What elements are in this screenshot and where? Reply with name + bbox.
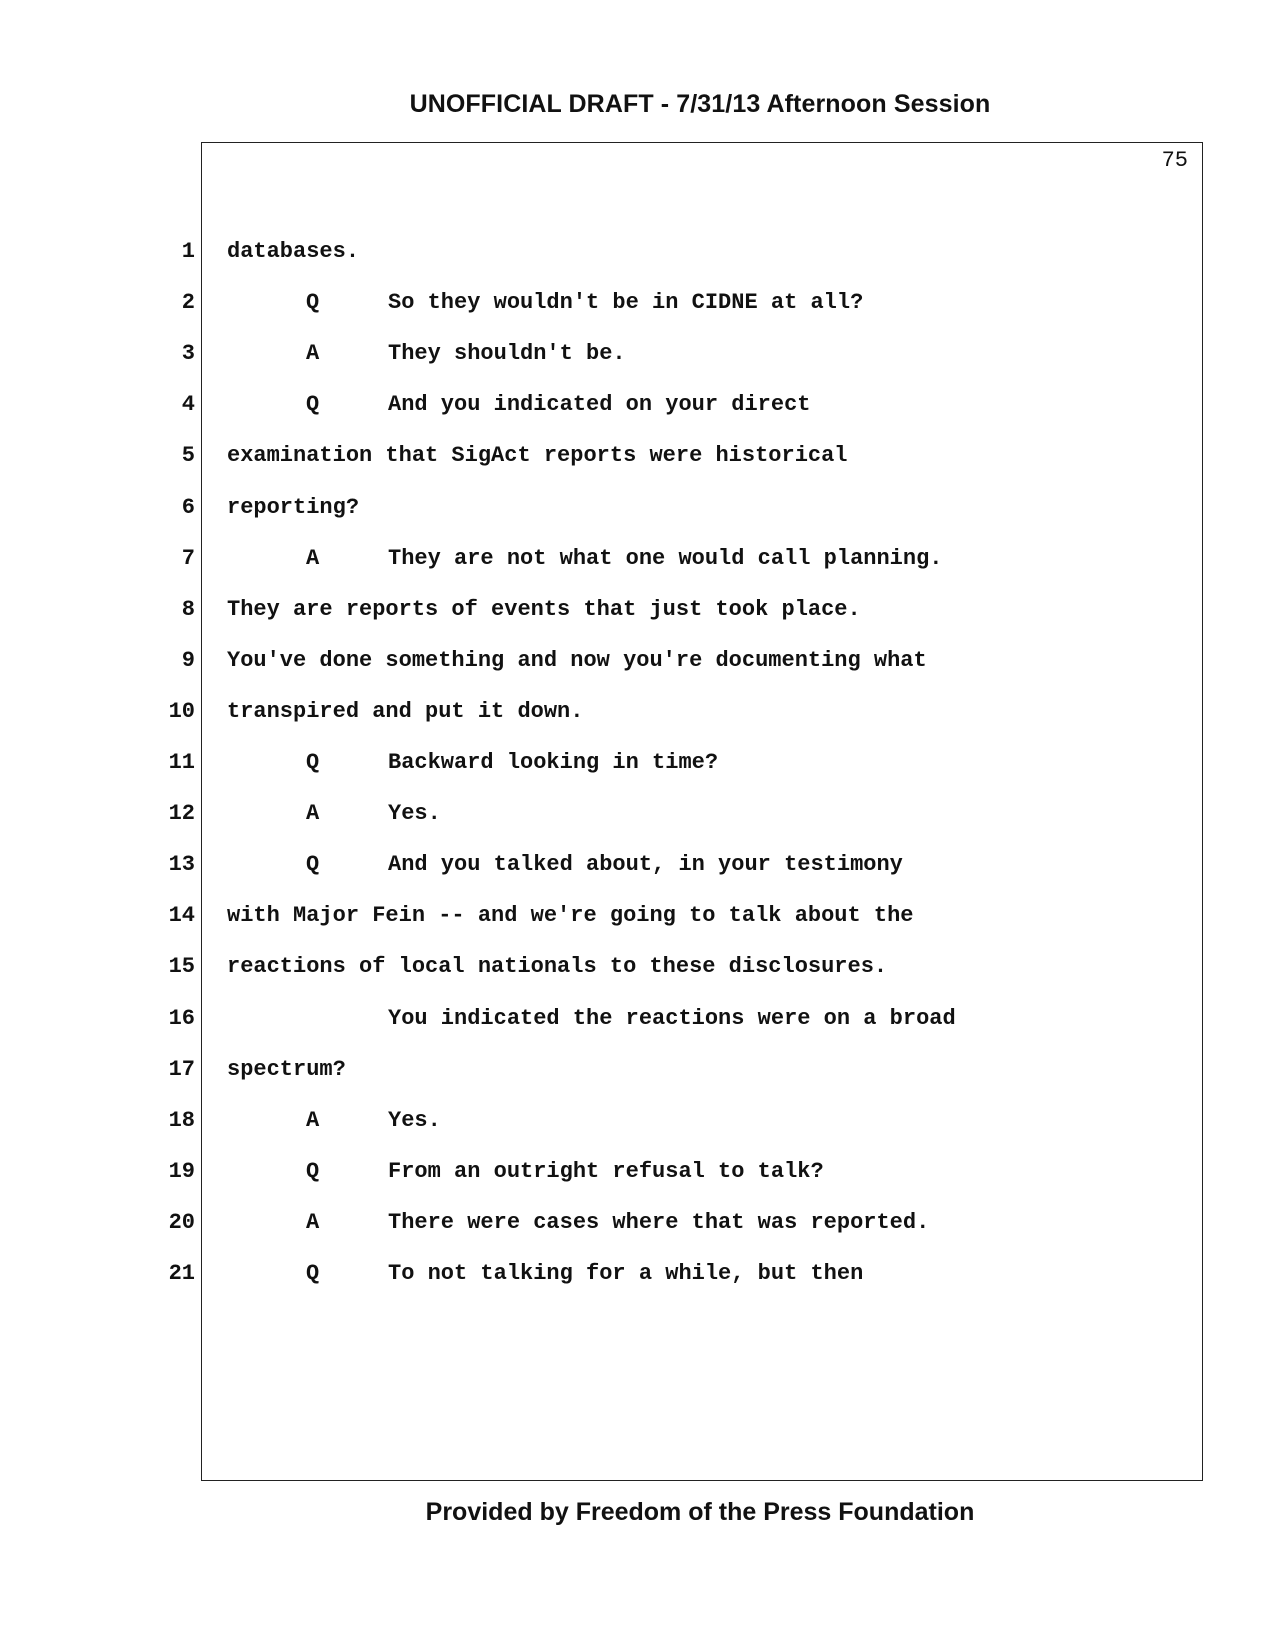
line-number: 5 bbox=[181, 443, 195, 469]
page-header-title: UNOFFICIAL DRAFT - 7/31/13 Afternoon Session bbox=[409, 90, 991, 118]
transcript-line bbox=[0, 1106, 1275, 1136]
line-number: 15 bbox=[168, 954, 195, 980]
transcript-line bbox=[0, 646, 1275, 676]
line-number: 11 bbox=[168, 750, 195, 775]
line-number: 19 bbox=[168, 1158, 195, 1184]
line-text: Yes. bbox=[388, 1107, 441, 1133]
qa-marker: Q bbox=[306, 392, 320, 418]
transcript-line bbox=[0, 799, 1275, 829]
line-text: So they wouldn't be in CIDNE at all? bbox=[388, 290, 864, 316]
line-text: You indicated the reactions were on a broad bbox=[388, 1005, 956, 1031]
line-text: And you indicated on your direct bbox=[388, 392, 811, 418]
line-text: with Major Fein -- and we're going to talk about the bbox=[227, 903, 914, 929]
transcript-line bbox=[0, 1259, 1275, 1289]
qa-marker: Q bbox=[306, 1158, 320, 1184]
transcript-line bbox=[0, 748, 1275, 778]
line-text: They shouldn't be. bbox=[388, 341, 626, 367]
transcript-line bbox=[0, 441, 1275, 471]
line-text: They are not what one would call planning. bbox=[388, 545, 943, 571]
transcript-line bbox=[0, 1055, 1275, 1085]
line-text: Backward looking in time? bbox=[388, 750, 719, 775]
qa-marker: A bbox=[306, 545, 320, 571]
line-text: From an outright refusal to talk? bbox=[388, 1158, 824, 1184]
transcript-line bbox=[0, 493, 1275, 523]
line-number: 1 bbox=[181, 239, 195, 264]
transcript-line bbox=[0, 595, 1275, 625]
line-number: 18 bbox=[168, 1107, 195, 1133]
transcript-line bbox=[0, 1208, 1275, 1238]
line-number: 17 bbox=[168, 1056, 195, 1082]
transcript-line bbox=[0, 288, 1275, 318]
qa-marker: A bbox=[306, 341, 320, 367]
line-text: You've done something and now you're documenting what bbox=[227, 647, 927, 673]
transcript-line bbox=[0, 850, 1275, 880]
transcript-line bbox=[0, 544, 1275, 574]
line-text: They are reports of events that just took place. bbox=[227, 596, 861, 622]
qa-marker: A bbox=[306, 1107, 320, 1133]
transcript-line bbox=[0, 390, 1275, 420]
line-text: Yes. bbox=[388, 801, 441, 827]
line-text: reactions of local nationals to these disclosures. bbox=[227, 954, 888, 980]
qa-marker: A bbox=[306, 1209, 320, 1235]
line-number: 9 bbox=[181, 647, 195, 673]
transcript-line bbox=[0, 237, 1275, 267]
line-text: spectrum? bbox=[227, 1056, 346, 1082]
line-text: There were cases where that was reported. bbox=[388, 1209, 930, 1235]
transcript-line bbox=[0, 952, 1275, 982]
line-number: 7 bbox=[181, 545, 195, 571]
line-number: 13 bbox=[168, 852, 195, 878]
qa-marker: Q bbox=[306, 1261, 320, 1286]
qa-marker: Q bbox=[306, 750, 320, 775]
page-footer-title: Provided by Freedom of the Press Foundation bbox=[425, 1498, 975, 1526]
transcript-line bbox=[0, 339, 1275, 369]
line-number: 14 bbox=[168, 903, 195, 929]
page-number: 75 bbox=[1161, 148, 1188, 173]
line-text: examination that SigAct reports were historical bbox=[227, 443, 848, 469]
line-number: 8 bbox=[181, 596, 195, 622]
line-number: 20 bbox=[168, 1209, 195, 1235]
line-text: transpired and put it down. bbox=[227, 698, 584, 724]
line-text: To not talking for a while, but then bbox=[388, 1261, 864, 1286]
qa-marker: Q bbox=[306, 852, 320, 878]
transcript-line bbox=[0, 1004, 1275, 1034]
line-number: 3 bbox=[181, 341, 195, 367]
transcript-line bbox=[0, 1157, 1275, 1187]
line-number: 21 bbox=[168, 1261, 195, 1286]
line-number: 4 bbox=[181, 392, 195, 418]
line-number: 12 bbox=[168, 801, 195, 827]
line-number: 2 bbox=[181, 290, 195, 316]
line-number: 16 bbox=[168, 1005, 195, 1031]
line-number: 10 bbox=[168, 698, 195, 724]
line-text: And you talked about, in your testimony bbox=[388, 852, 903, 878]
qa-marker: A bbox=[306, 801, 320, 827]
line-number: 6 bbox=[181, 494, 195, 520]
transcript-line bbox=[0, 901, 1275, 931]
qa-marker: Q bbox=[306, 290, 320, 316]
line-text: databases. bbox=[227, 239, 360, 264]
line-text: reporting? bbox=[227, 494, 360, 520]
transcript-line bbox=[0, 697, 1275, 727]
